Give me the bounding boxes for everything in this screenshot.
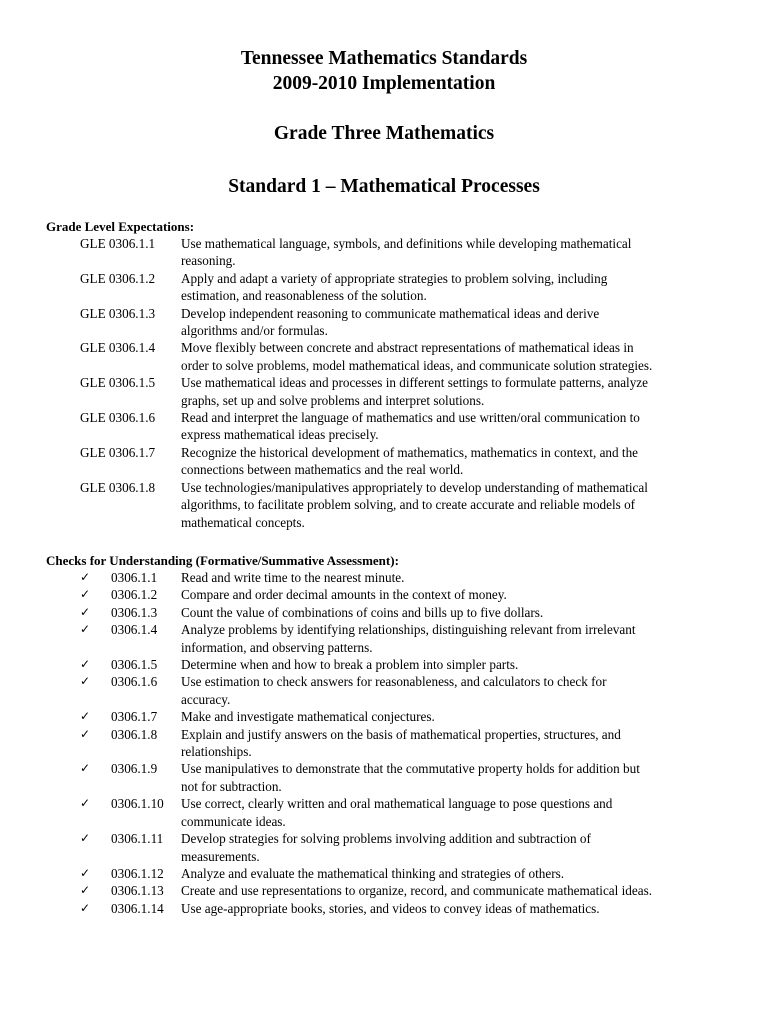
check-item	[0, 604, 768, 621]
item-description	[181, 305, 721, 340]
gle-item	[0, 270, 768, 305]
check-item	[0, 656, 768, 673]
gle-item	[0, 444, 768, 479]
check-code: 0306.1.5	[111, 657, 158, 673]
description-line: Use technologies/manipulatives appropriately to develop understanding of mathematical	[181, 479, 648, 495]
gle-code: GLE 0306.1.7	[80, 444, 156, 460]
checkmark-icon: ✓	[80, 587, 91, 602]
description-line: information, and observing patterns.	[181, 639, 373, 655]
check-item	[0, 569, 768, 586]
description-line: Read and write time to the nearest minute.	[181, 570, 405, 585]
description-line: reasoning.	[181, 253, 236, 269]
gle-list	[0, 235, 768, 531]
check-code: 0306.1.6	[111, 674, 158, 690]
check-item	[0, 795, 768, 830]
gle-code: GLE 0306.1.6	[80, 410, 156, 426]
check-item	[0, 726, 768, 761]
gle-code: GLE 0306.1.5	[80, 375, 156, 391]
check-code: 0306.1.9	[111, 761, 158, 777]
item-description	[181, 795, 721, 830]
check-item	[0, 882, 768, 899]
check-item	[0, 830, 768, 865]
checkmark-icon: ✓	[80, 883, 91, 898]
description-line: order to solve problems, model mathematical ideas, and communicate solution strategies.	[181, 357, 653, 373]
description-line: connections between mathematics and the real world.	[181, 462, 464, 478]
gle-code: GLE 0306.1.1	[80, 236, 156, 251]
description-line: mathematical concepts.	[181, 514, 305, 530]
title-line-2: 2009-2010 Implementation	[272, 73, 496, 94]
description-line: graphs, set up and solve problems and interpret solutions.	[181, 392, 485, 408]
description-line: algorithms, to facilitate problem solving, and to create accurate and reliable models of	[181, 497, 636, 513]
description-line: relationships.	[181, 744, 252, 760]
item-description	[181, 374, 721, 409]
item-description	[181, 760, 721, 795]
item-description	[181, 708, 721, 725]
checkmark-icon: ✓	[80, 761, 91, 776]
description-line: Use age-appropriate books, stories, and videos to convey ideas of mathematics.	[181, 900, 600, 916]
item-description	[181, 586, 721, 603]
gle-item	[0, 479, 768, 531]
item-description	[181, 865, 721, 882]
checkmark-icon: ✓	[80, 726, 91, 741]
gle-code: GLE 0306.1.4	[80, 340, 156, 356]
description-line: Use manipulatives to demonstrate that the commutative property holds for addition but	[181, 761, 640, 777]
item-description	[181, 830, 721, 865]
check-item	[0, 673, 768, 708]
item-description	[181, 479, 721, 531]
item-description	[181, 409, 721, 444]
gle-item	[0, 235, 768, 270]
description-line: estimation, and reasonableness of the solution.	[181, 288, 427, 304]
checks-list	[0, 569, 768, 917]
check-code: 0306.1.8	[111, 726, 158, 742]
check-code: 0306.1.12	[111, 865, 164, 881]
grade-title: Grade Three Mathematics	[273, 123, 495, 144]
description-line: accuracy.	[181, 691, 231, 707]
item-description	[181, 656, 721, 673]
checkmark-icon: ✓	[80, 657, 91, 672]
checkmark-icon: ✓	[80, 570, 91, 584]
description-line: Create and use representations to organize, record, and communicate mathematical ideas.	[181, 883, 653, 899]
checkmark-icon: ✓	[80, 796, 91, 811]
description-line: Count the value of combinations of coins and bills up to five dollars.	[181, 604, 544, 620]
gle-item	[0, 374, 768, 409]
check-item	[0, 586, 768, 603]
check-code: 0306.1.13	[111, 883, 164, 899]
checkmark-icon: ✓	[80, 622, 91, 637]
gle-item	[0, 339, 768, 374]
description-line: Recognize the historical development of mathematics, mathematics in context, and the	[181, 444, 639, 460]
check-code: 0306.1.10	[111, 796, 164, 812]
title-line-1: Tennessee Mathematics Standards	[240, 48, 528, 69]
gle-code: GLE 0306.1.8	[80, 479, 156, 495]
check-item	[0, 865, 768, 882]
description-line: Use correct, clearly written and oral mathematical language to pose questions and	[181, 796, 613, 812]
check-item	[0, 760, 768, 795]
description-line: measurements.	[181, 848, 260, 864]
checkmark-icon: ✓	[80, 604, 91, 619]
item-description	[181, 235, 721, 270]
standard-title: Standard 1 – Mathematical Processes	[228, 176, 540, 197]
description-line: Develop independent reasoning to communicate mathematical ideas and derive	[181, 305, 600, 321]
checkmark-icon: ✓	[80, 831, 91, 846]
item-description	[181, 673, 721, 708]
check-code: 0306.1.11	[111, 831, 164, 847]
checks-heading: Checks for Understanding (Formative/Summative Assessment):	[46, 553, 399, 568]
item-description	[181, 604, 721, 621]
description-line: Make and investigate mathematical conjectures.	[181, 709, 435, 725]
description-line: Explain and justify answers on the basis of mathematical properties, structures, and	[181, 726, 621, 742]
check-code: 0306.1.3	[111, 604, 158, 620]
check-code: 0306.1.14	[111, 900, 164, 916]
item-description	[181, 882, 721, 899]
gle-heading: Grade Level Expectations:	[46, 219, 195, 234]
gle-item	[0, 305, 768, 340]
gle-item	[0, 409, 768, 444]
description-line: Use mathematical language, symbols, and definitions while developing mathematical	[181, 236, 632, 251]
description-line: Compare and order decimal amounts in the context of money.	[181, 587, 507, 603]
gle-code: GLE 0306.1.3	[80, 305, 156, 321]
description-line: Analyze problems by identifying relationships, distinguishing relevant from irrelevant	[181, 622, 636, 638]
description-line: Read and interpret the language of mathematics and use written/oral communication to	[181, 410, 640, 426]
checkmark-icon: ✓	[80, 865, 91, 880]
description-line: algorithms and/or formulas.	[181, 323, 328, 339]
description-line: not for subtraction.	[181, 778, 282, 794]
description-line: Use estimation to check answers for reasonableness, and calculators to check for	[181, 674, 607, 690]
description-line: Apply and adapt a variety of appropriate strategies to problem solving, including	[181, 270, 608, 286]
description-line: Use mathematical ideas and processes in different settings to formulate patterns, analyze	[181, 375, 649, 391]
item-description	[181, 339, 721, 374]
check-code: 0306.1.1	[111, 570, 158, 585]
item-description	[181, 621, 721, 656]
check-item	[0, 708, 768, 725]
description-line: Move flexibly between concrete and abstract representations of mathematical ideas in	[181, 340, 634, 356]
document-header	[0, 46, 768, 199]
checkmark-icon: ✓	[80, 674, 91, 689]
gle-code: GLE 0306.1.2	[80, 270, 156, 286]
item-description	[181, 900, 721, 917]
check-code: 0306.1.4	[111, 622, 158, 638]
checkmark-icon: ✓	[80, 709, 91, 724]
check-item	[0, 621, 768, 656]
description-line: Develop strategies for solving problems involving addition and subtraction of	[181, 831, 591, 847]
item-description	[181, 726, 721, 761]
description-line: express mathematical ideas precisely.	[181, 427, 379, 443]
check-code: 0306.1.7	[111, 709, 158, 725]
description-line: Determine when and how to break a problem into simpler parts.	[181, 657, 519, 673]
item-description	[181, 444, 721, 479]
description-line: communicate ideas.	[181, 813, 286, 829]
item-description	[181, 270, 721, 305]
item-description	[181, 569, 721, 586]
checkmark-icon: ✓	[80, 900, 91, 915]
description-line: Analyze and evaluate the mathematical thinking and strategies of others.	[181, 865, 565, 881]
check-item	[0, 900, 768, 917]
check-code: 0306.1.2	[111, 587, 158, 603]
